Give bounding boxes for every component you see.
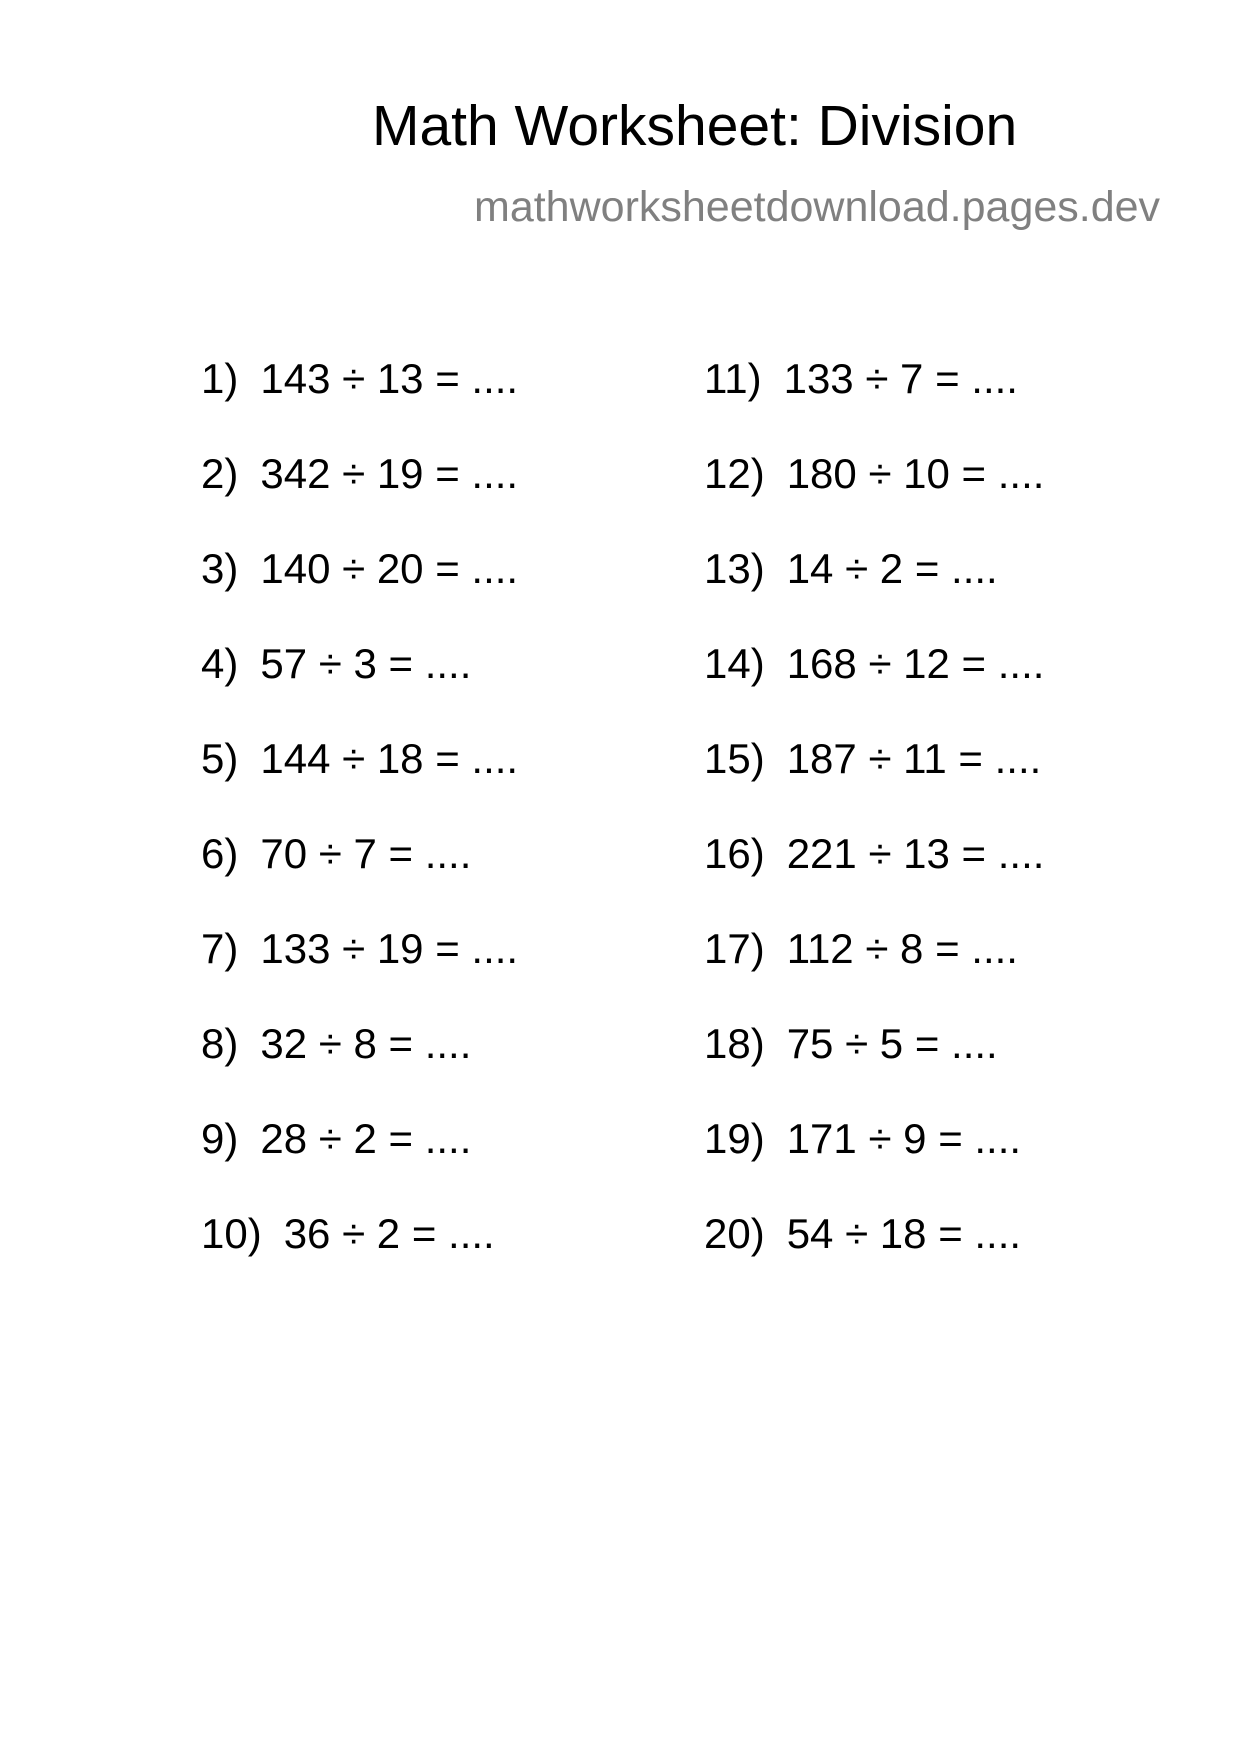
problem-number: 4) (201, 640, 239, 687)
problem-expression: 143 ÷ 13 = .... (260, 355, 519, 402)
problem-expression: 32 ÷ 8 = .... (260, 1020, 472, 1067)
problem-item (201, 1209, 495, 1259)
problem-number: 11) (704, 355, 762, 402)
problem-number: 13) (704, 545, 765, 592)
problem-expression: 168 ÷ 12 = .... (786, 640, 1045, 687)
problem-number: 9) (201, 1115, 239, 1162)
problem-number: 2) (201, 450, 239, 497)
problem-expression: 112 ÷ 8 = .... (786, 925, 1018, 972)
problem-number: 1) (201, 355, 239, 402)
problem-expression: 14 ÷ 2 = .... (786, 545, 998, 592)
problem-expression: 57 ÷ 3 = .... (260, 640, 472, 687)
problem-expression: 180 ÷ 10 = .... (786, 450, 1045, 497)
problem-expression: 36 ÷ 2 = .... (283, 1210, 495, 1257)
problem-item (201, 924, 518, 974)
worksheet-source-url: mathworksheetdownload.pages.dev (474, 183, 1161, 231)
problem-item (704, 544, 998, 594)
problem-number: 19) (704, 1115, 765, 1162)
problem-item (704, 1114, 1021, 1164)
problem-expression: 133 ÷ 19 = .... (260, 925, 519, 972)
problem-item (704, 639, 1044, 689)
problem-expression: 28 ÷ 2 = .... (260, 1115, 472, 1162)
problem-number: 14) (704, 640, 765, 687)
problem-item (704, 829, 1044, 879)
problem-item (201, 449, 518, 499)
problem-number: 7) (201, 925, 239, 972)
problem-expression: 171 ÷ 9 = .... (786, 1115, 1022, 1162)
problem-expression: 144 ÷ 18 = .... (260, 735, 519, 782)
problem-number: 18) (704, 1020, 765, 1067)
problem-item (704, 449, 1044, 499)
problem-item (201, 1114, 471, 1164)
problem-item (201, 829, 471, 879)
problem-item (704, 734, 1041, 784)
problem-number: 20) (704, 1210, 765, 1257)
problem-item (201, 544, 518, 594)
problem-number: 6) (201, 830, 239, 877)
problem-item (704, 924, 1018, 974)
problem-item (201, 734, 518, 784)
worksheet-title: Math Worksheet: Division (372, 94, 1018, 158)
problem-number: 8) (201, 1020, 239, 1067)
problem-number: 5) (201, 735, 239, 782)
problem-expression: 54 ÷ 18 = .... (786, 1210, 1022, 1257)
problem-item (704, 1209, 1021, 1259)
problem-number: 3) (201, 545, 239, 592)
problem-item (201, 639, 471, 689)
problem-expression: 70 ÷ 7 = .... (260, 830, 472, 877)
problem-item (704, 354, 1018, 404)
problem-item (201, 1019, 471, 1069)
problem-number: 16) (704, 830, 765, 877)
problem-expression: 221 ÷ 13 = .... (786, 830, 1045, 877)
problem-expression: 342 ÷ 19 = .... (260, 450, 519, 497)
problem-number: 10) (201, 1210, 262, 1257)
problem-expression: 133 ÷ 7 = .... (783, 355, 1018, 402)
problem-expression: 75 ÷ 5 = .... (786, 1020, 998, 1067)
problem-item (704, 1019, 998, 1069)
problem-number: 15) (704, 735, 765, 782)
problem-expression: 187 ÷ 11 = .... (786, 735, 1042, 782)
problem-item (201, 354, 518, 404)
problem-expression: 140 ÷ 20 = .... (260, 545, 519, 592)
problem-number: 17) (704, 925, 765, 972)
problem-number: 12) (704, 450, 765, 497)
